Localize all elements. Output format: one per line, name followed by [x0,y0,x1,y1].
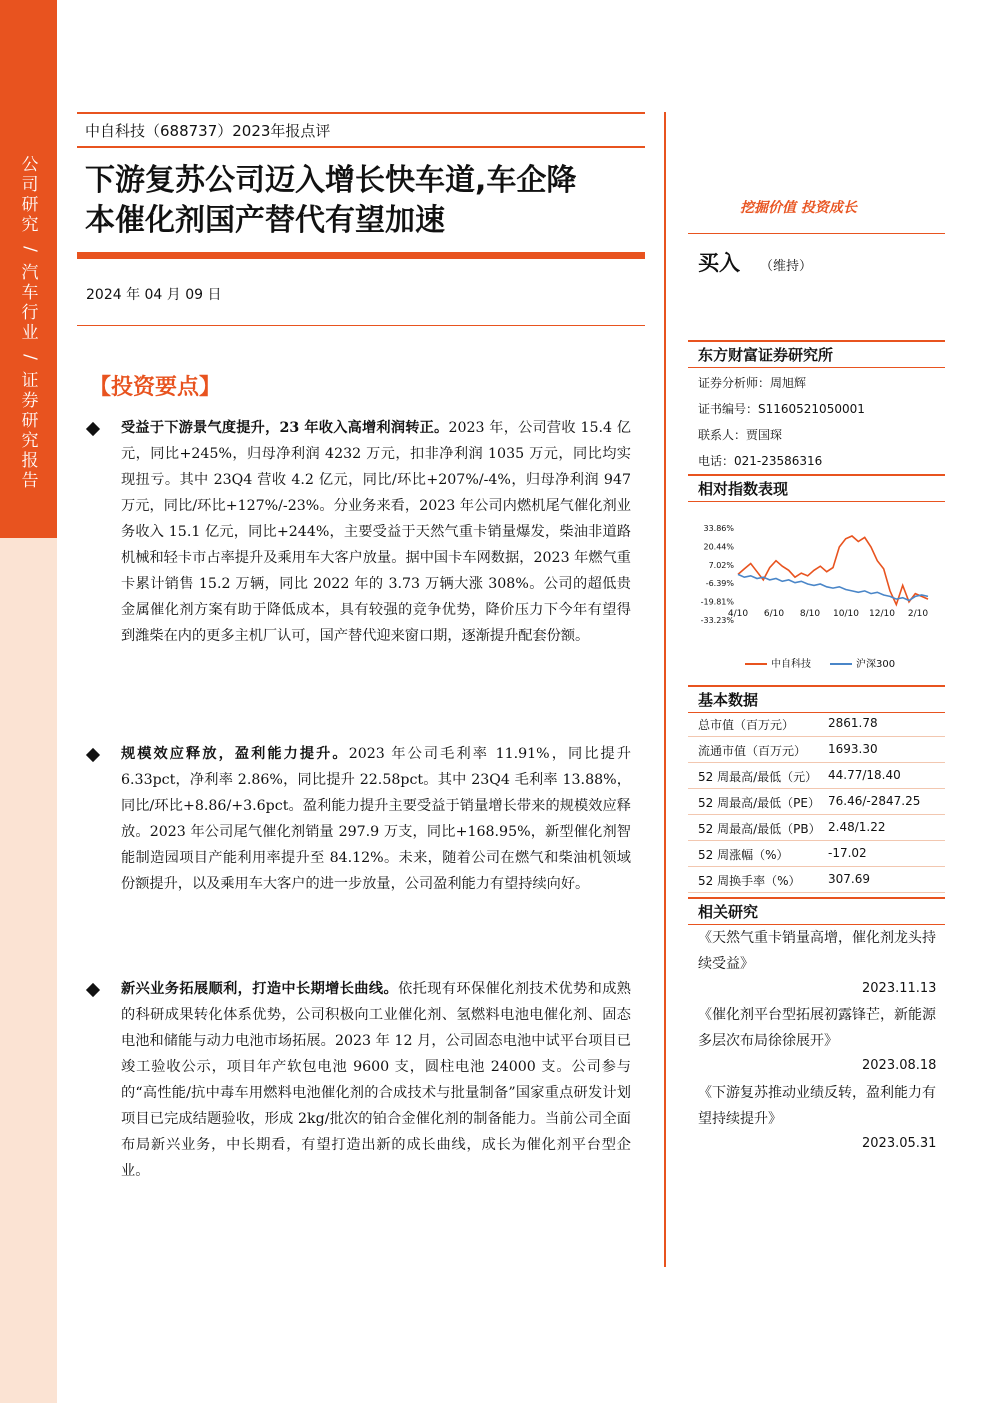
title-rule [77,252,645,259]
sidebar-char: / [20,246,40,252]
bullet-diamond-icon [86,422,100,436]
related-report-date: 2023.08.18 [862,1058,937,1073]
y-tick-label: 20.44% [703,542,734,552]
basic-data-value: -17.02 [828,846,867,860]
legend-item-index [830,655,895,670]
header-rule [77,112,645,114]
basic-data-row [688,867,945,893]
related-report-title[interactable]: 《催化剂平台型拓展初露锋芒，新能源多层次布局徐徐展开》 [698,1007,936,1049]
basic-data-row [688,841,945,867]
bullet-lead: 受益于下游景气度提升，23 年收入高增利润转正。 [121,420,449,436]
basic-data-heading: 基本数据 [688,685,945,713]
section-title: 【投资要点】 [89,374,222,400]
basic-data-key: 52 周最高/最低（元） [698,770,818,784]
related-report-date: 2023.05.31 [862,1136,937,1151]
basic-data-value: 76.46/-2847.25 [828,794,921,808]
sidebar-char: 业 [21,323,39,343]
bullet-lead: 新兴业务拓展顺利，打造中长期增长曲线。 [121,981,399,997]
x-tick-label: 6/10 [763,609,785,619]
report-title [85,161,645,241]
bullet-text [121,741,631,897]
legend-swatch [745,663,767,665]
basic-data-row [688,763,945,789]
sidebar-char: 证 [21,371,39,391]
side-bar-bottom [0,538,57,1403]
related-research-heading: 相关研究 [688,897,945,925]
sidebar-char: 行 [21,303,39,323]
legend-label: 中自科技 [771,659,811,670]
legend-item-stock [745,655,811,670]
related-report-title[interactable]: 《天然气重卡销量高增，催化剂龙头持续受益》 [698,930,936,972]
sidebar-char: 究 [21,215,39,235]
bullet-text [121,415,631,649]
x-tick-label: 12/10 [869,609,895,619]
cert-number: 证书编号：S1160521050001 [698,402,865,416]
sidebar-category-text [20,155,40,491]
title-line-2: 本催化剂国产替代有望加速 [85,203,445,238]
x-tick-label: 2/10 [907,609,929,619]
x-tick-label: 4/10 [727,609,749,619]
basic-data-key: 52 周最高/最低（PB） [698,822,821,836]
report-date: 2024 年 04 月 09 日 [86,287,222,303]
basic-data-key: 总市值（百万元） [698,718,795,732]
chart-svg [688,520,945,670]
bullet-body: 依托现有环保催化剂技术优势和成熟的科研成果转化体系优势，公司积极向工业催化剂、氢燃料电池电催化剂、固态电池和储能与动力电池市场拓展。2023 年 12 月，公司固态电池中试平台项目已竣工验收公示，项目年产软包电池 9600 支，圆柱电池 24000 支。公司参与的“高性能/抗中毒车用燃料电池催化剂的合成技术与批量制备”国家重点研发计划项目已完成结题验收，形成 2kg/批次的铂合金催化剂的制备能力。当前公司全面布局新兴业务，中长期看，有望打造出新的成长曲线，成长为催化剂平台型企业。 [121,981,631,1179]
bullet-lead: 规模效应释放，盈利能力提升。 [121,746,349,762]
bullet-diamond-icon [86,748,100,762]
relative-performance-chart [688,520,945,670]
bullet-text [121,976,631,1184]
basic-data-row [688,711,945,737]
legend-label: 沪深300 [856,659,896,670]
phone: 电话：021-23586316 [698,454,823,468]
basic-data-key: 52 周换手率（%） [698,874,801,888]
rating: 买入 [698,251,740,275]
slogan-rule [688,233,945,234]
y-tick-label: -33.23% [700,616,734,625]
sidebar-char: 司 [21,175,39,195]
basic-data-value: 307.69 [828,872,870,886]
bullet-body: 2023 年，公司营收 15.4 亿元，同比+245%，归母净利润 4232 万元，扣非净利润 1035 万元，同比均实现扭亏。其中 23Q4 营收 4.2 亿元，同比/环比+207%/-4%，归母净利润 947 万元，同比/环比+127%/-23%。分业务来看，2023 年公司内燃机尾气催化剂业务收入 15.1 亿元，同比+244%，主要受益于天然气重卡销量爆发，柴油非道路机械和轻卡市占率提升及乘用车大客户放量。据中国卡车网数据，2023 年燃气重卡累计销售 15.2 万辆，同比 2022 年的 3.73 万辆大涨 308%。公司的超低贵金属催化剂方案有助于降低成本，具有较强的竞争优势，降价压力下今年有望得到潍柴在内的更多主机厂认可，国产替代迎来窗口期，逐渐提升配套份额。 [121,420,631,644]
basic-data-row [688,737,945,763]
sidebar-char: 究 [21,431,39,451]
subtitle-rule [77,146,645,148]
basic-data-value: 2861.78 [828,716,878,730]
rating-note: （维持） [760,259,813,274]
series-line [738,536,928,605]
slogan: 挖掘价值 投资成长 [740,200,857,216]
basic-data-key: 52 周涨幅（%） [698,848,789,862]
bullet-body: 2023 年公司毛利率 11.91%，同比提升 6.33pct，净利率 2.86%，同比提升 22.58pct。其中 23Q4 毛利率 13.88%，同比/环比+8.86/+3.6pct。盈利能力提升主要受益于销量增长带来的规模效应释放。2023 年公司尾气催化剂销量 297.9 万支，同比+168.95%，新型催化剂智能制造园项目产能利用率提升至 84.12%。未来，随着公司在燃气和柴油机领域份额提升，以及乘用车大客户的进一步放量，公司盈利能力有望持续向好。 [121,746,631,892]
perf-heading: 相对指数表现 [688,474,945,502]
sidebar-char: 报 [21,451,39,471]
x-tick-label: 8/10 [799,609,821,619]
basic-data-key: 52 周最高/最低（PE） [698,796,820,810]
sidebar-char: 告 [21,471,39,491]
title-line-1: 下游复苏公司迈入增长快车道,车企降 [85,163,577,198]
x-tick-label: 10/10 [833,609,859,619]
sidebar-char: 公 [21,155,39,175]
report-subtitle: 中自科技（688737）2023年报点评 [85,122,331,140]
y-tick-label: -6.39% [705,579,734,589]
sidebar-char: / [20,354,40,360]
sidebar-char: 研 [21,411,39,431]
basic-data-value: 1693.30 [828,742,878,756]
institute-heading: 东方财富证券研究所 [688,340,945,368]
basic-data-row [688,789,945,815]
sidebar-char: 研 [21,195,39,215]
analyst: 证券分析师：周旭辉 [698,376,807,390]
basic-data-value: 44.77/18.40 [828,768,901,782]
y-tick-label: 33.86% [703,524,734,533]
related-report-date: 2023.11.13 [862,981,937,996]
bullet-diamond-icon [86,983,100,997]
contact: 联系人：贾国琛 [698,428,783,442]
y-tick-label: 7.02% [708,560,734,570]
basic-data-value: 2.48/1.22 [828,820,886,834]
sidebar-char: 车 [21,283,39,303]
basic-data-row [688,815,945,841]
sidebar-char: 券 [21,391,39,411]
basic-data-key: 流通市值（百万元） [698,744,807,758]
related-report-title[interactable]: 《下游复苏推动业绩反转，盈利能力有望持续提升》 [698,1085,936,1127]
sidebar-char: 汽 [21,263,39,283]
legend-swatch [830,663,852,665]
date-rule [77,325,645,326]
y-tick-label: -19.81% [700,597,734,607]
column-divider [664,112,666,1267]
